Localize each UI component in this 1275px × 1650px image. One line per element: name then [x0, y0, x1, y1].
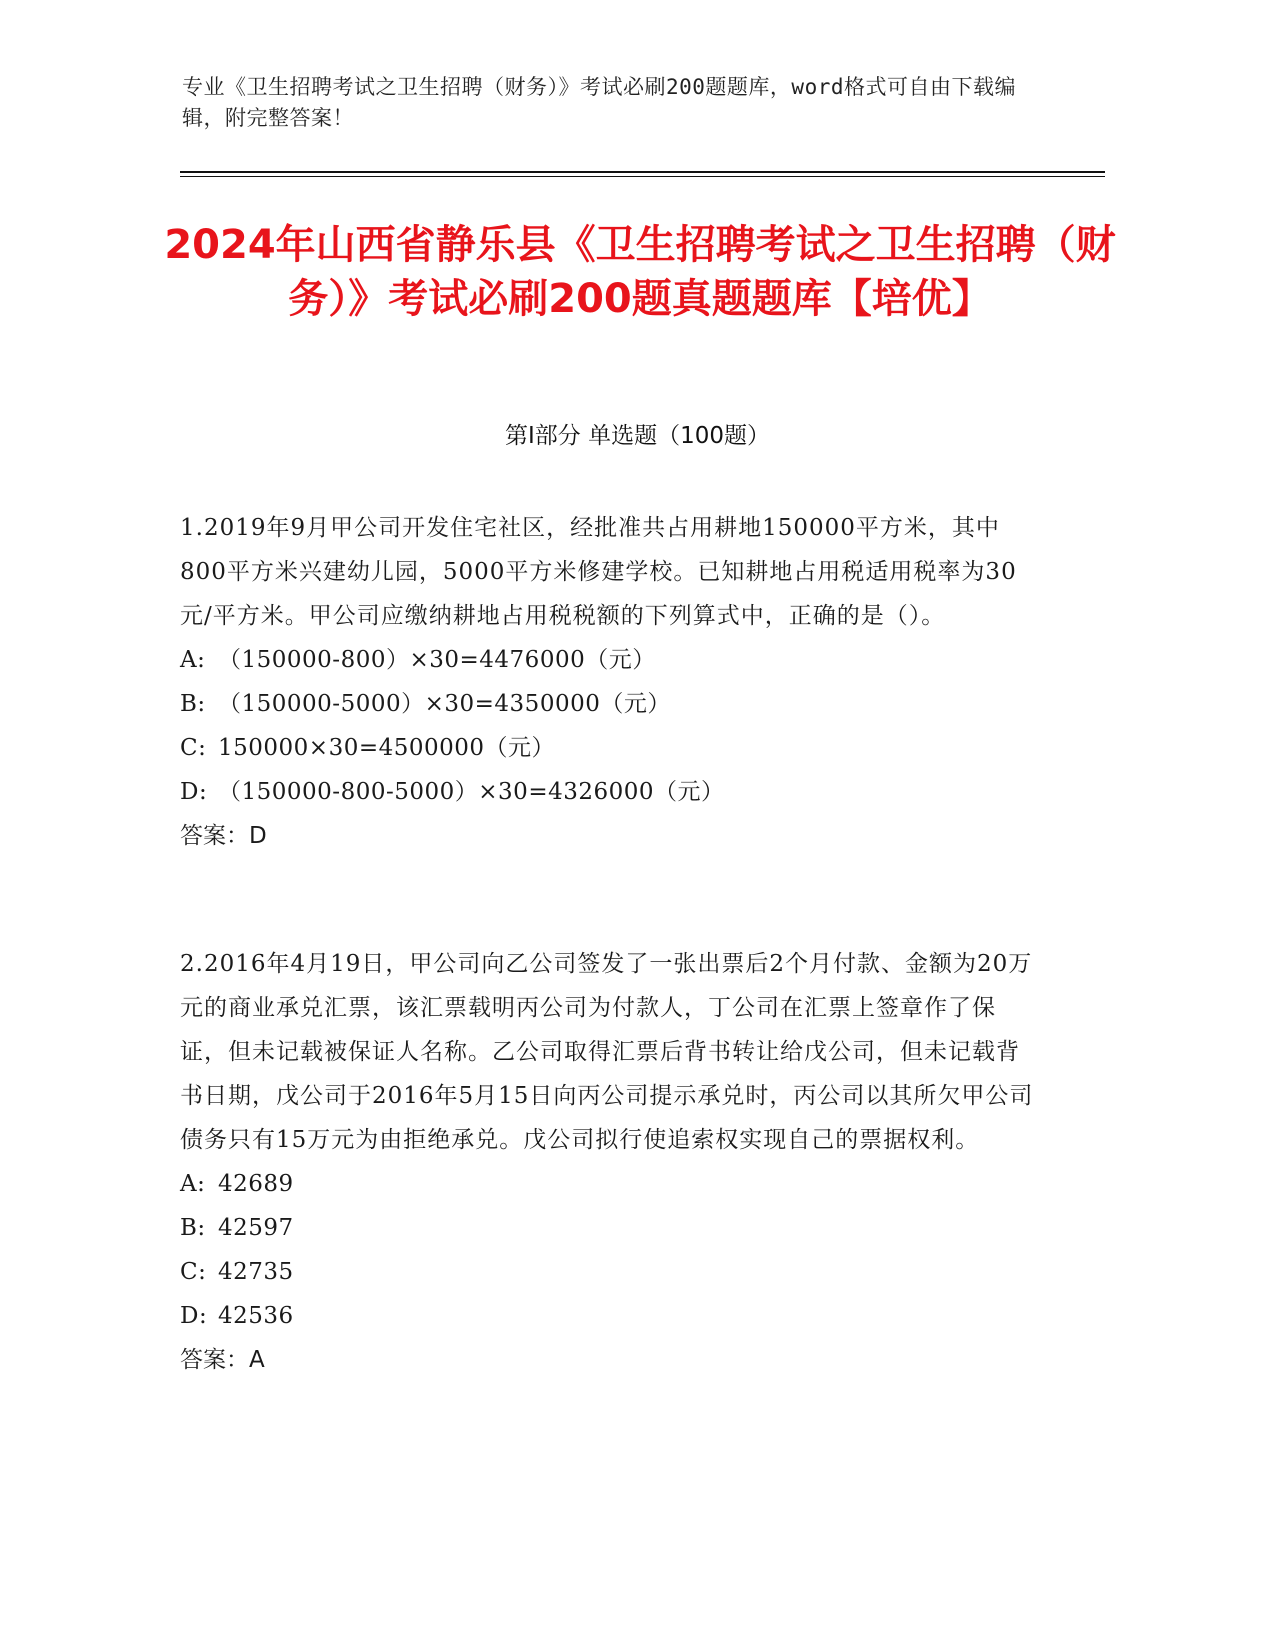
option-b	[180, 682, 1040, 726]
option-text: 42689	[218, 1171, 294, 1197]
option-text: （150000-800-5000）×30=4326000（元）	[218, 779, 725, 805]
option-text: 150000×30=4500000（元）	[218, 735, 556, 761]
answer-line: 答案：A	[180, 1347, 265, 1373]
option-b	[180, 1206, 1040, 1250]
option-key: D:	[180, 779, 208, 805]
option-key: A:	[180, 647, 206, 673]
answer-line: 答案：D	[180, 823, 267, 849]
option-c	[180, 1250, 1040, 1294]
question-stem: 1.2019年9月甲公司开发住宅社区，经批准共占用耕地150000平方米，其中800平方米兴建幼儿园，5000平方米修建学校。已知耕地占用税适用税率为30元/平方米。甲公司应缴纳耕地占用税税额的下列算式中，正确的是（）。	[180, 515, 1017, 629]
header-note: 专业《卫生招聘考试之卫生招聘（财务）》考试必刷200题题库，word格式可自由下载编辑，附完整答案！	[182, 75, 1016, 130]
document-title: 2024年山西省静乐县《卫生招聘考试之卫生招聘（财务）》考试必刷200题真题题库【培优】	[164, 222, 1116, 322]
option-key: D:	[180, 1303, 208, 1329]
option-a	[180, 1162, 1040, 1206]
option-text: 42735	[218, 1259, 294, 1285]
question-2	[180, 942, 1040, 1382]
option-text: （150000-800）×30=4476000（元）	[218, 647, 656, 673]
header-rule-thick	[180, 171, 1105, 173]
option-a	[180, 638, 1040, 682]
section-heading: 第I部分 单选题（100题）	[505, 423, 770, 449]
option-text: 42597	[218, 1215, 294, 1241]
option-key: B:	[180, 1215, 206, 1241]
option-key: C:	[180, 735, 207, 761]
option-text: 42536	[218, 1303, 294, 1329]
option-d	[180, 1294, 1040, 1338]
header-rule-thin	[180, 176, 1105, 177]
question-stem: 2.2016年4月19日，甲公司向乙公司签发了一张出票后2个月付款、金额为20万元的商业承兑汇票，该汇票载明丙公司为付款人，丁公司在汇票上签章作了保证，但未记载被保证人名称。乙公司取得汇票后背书转让给戊公司，但未记载背书日期，戊公司于2016年5月15日向丙公司提示承兑时，丙公司以其所欠甲公司债务只有15万元为由拒绝承兑。戊公司拟行使追索权实现自己的票据权利。	[180, 951, 1034, 1153]
option-key: B:	[180, 691, 206, 717]
option-d	[180, 770, 1040, 814]
option-c	[180, 726, 1040, 770]
option-key: A:	[180, 1171, 206, 1197]
option-text: （150000-5000）×30=4350000（元）	[218, 691, 671, 717]
question-1	[180, 506, 1040, 858]
option-key: C:	[180, 1259, 207, 1285]
